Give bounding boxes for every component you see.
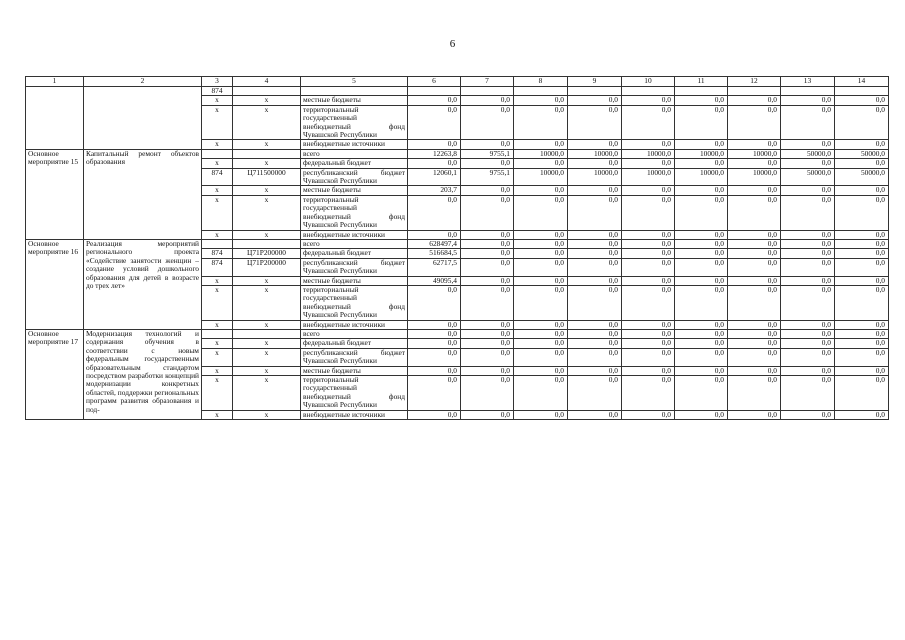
amount-cell — [781, 87, 835, 96]
funding-source-cell: местные бюджеты — [301, 276, 408, 285]
amount-cell: 0,0 — [781, 320, 835, 329]
amount-cell: 12263,8 — [408, 149, 461, 158]
amount-cell: 0,0 — [622, 348, 675, 366]
executor-code-cell: х — [202, 376, 233, 411]
amount-cell: 0,0 — [622, 376, 675, 411]
amount-cell: 50000,0 — [781, 149, 835, 158]
funding-table — [25, 76, 889, 420]
amount-cell: 0,0 — [461, 140, 514, 149]
executor-code-cell: х — [202, 195, 233, 230]
amount-cell: 0,0 — [781, 105, 835, 140]
amount-cell: 0,0 — [408, 140, 461, 149]
amount-cell: 0,0 — [408, 320, 461, 329]
funding-source-cell: внебюджетные источники — [301, 320, 408, 329]
amount-cell: 0,0 — [835, 195, 889, 230]
amount-cell: 0,0 — [728, 105, 781, 140]
amount-cell: 0,0 — [461, 376, 514, 411]
budget-code-cell — [233, 149, 301, 158]
funding-source-cell: федеральный бюджет — [301, 339, 408, 348]
amount-cell: 0,0 — [835, 140, 889, 149]
amount-cell: 0,0 — [728, 339, 781, 348]
amount-cell: 0,0 — [781, 276, 835, 285]
budget-code-cell — [233, 239, 301, 248]
budget-code-cell: Ц711500000 — [233, 168, 301, 186]
amount-cell: 0,0 — [461, 276, 514, 285]
amount-cell: 0,0 — [728, 376, 781, 411]
amount-cell: 0,0 — [781, 410, 835, 419]
amount-cell: 0,0 — [514, 239, 568, 248]
column-number-cell: 5 — [301, 77, 408, 87]
amount-cell: 0,0 — [514, 258, 568, 276]
amount-cell: 0,0 — [835, 366, 889, 375]
amount-cell: 0,0 — [781, 239, 835, 248]
budget-code-cell: х — [233, 285, 301, 320]
amount-cell: 0,0 — [461, 329, 514, 338]
amount-cell: 0,0 — [568, 339, 622, 348]
measure-description-cell: Модернизация технологий и содержания обучения в соответствии с новым федеральным государственным образовательным стандартом посредством разработки концепций модернизации конкретных областей, поддержки региональных программ развития образования и под- — [84, 329, 202, 419]
amount-cell: 0,0 — [568, 320, 622, 329]
budget-code-cell: х — [233, 366, 301, 375]
executor-code-cell: 874 — [202, 258, 233, 276]
amount-cell: 10000,0 — [622, 168, 675, 186]
amount-cell: 50000,0 — [835, 168, 889, 186]
budget-code-cell: х — [233, 276, 301, 285]
funding-source-cell: республиканский бюджет Чувашской Республики — [301, 168, 408, 186]
amount-cell: 0,0 — [622, 339, 675, 348]
executor-code-cell: х — [202, 186, 233, 195]
amount-cell: 0,0 — [622, 249, 675, 258]
amount-cell: 0,0 — [728, 258, 781, 276]
amount-cell: 0,0 — [461, 366, 514, 375]
amount-cell: 0,0 — [514, 320, 568, 329]
measure-name-cell — [26, 87, 84, 150]
table-row — [26, 87, 889, 96]
funding-source-cell: внебюджетные источники — [301, 140, 408, 149]
budget-code-cell: х — [233, 195, 301, 230]
amount-cell: 0,0 — [514, 329, 568, 338]
amount-cell: 0,0 — [675, 239, 728, 248]
amount-cell: 0,0 — [622, 140, 675, 149]
amount-cell: 0,0 — [514, 105, 568, 140]
amount-cell: 0,0 — [675, 329, 728, 338]
funding-source-cell: внебюджетные источники — [301, 410, 408, 419]
amount-cell: 0,0 — [728, 96, 781, 105]
amount-cell: 10000,0 — [622, 149, 675, 158]
amount-cell: 0,0 — [514, 276, 568, 285]
amount-cell: 0,0 — [461, 258, 514, 276]
amount-cell: 0,0 — [408, 195, 461, 230]
amount-cell — [835, 87, 889, 96]
table-row — [26, 239, 889, 248]
amount-cell: 0,0 — [568, 230, 622, 239]
amount-cell: 0,0 — [781, 96, 835, 105]
amount-cell: 0,0 — [675, 285, 728, 320]
funding-source-cell: территориальный государственный внебюджетный фонд Чувашской Республики — [301, 105, 408, 140]
funding-source-cell: местные бюджеты — [301, 366, 408, 375]
amount-cell: 0,0 — [675, 105, 728, 140]
amount-cell: 50000,0 — [781, 168, 835, 186]
amount-cell: 10000,0 — [568, 149, 622, 158]
budget-code-cell: х — [233, 159, 301, 168]
amount-cell: 0,0 — [728, 320, 781, 329]
amount-cell: 0,0 — [835, 348, 889, 366]
amount-cell: 0,0 — [728, 249, 781, 258]
funding-source-cell: всего — [301, 149, 408, 158]
amount-cell: 516684,5 — [408, 249, 461, 258]
executor-code-cell: 874 — [202, 249, 233, 258]
amount-cell: 0,0 — [568, 410, 622, 419]
executor-code-cell — [202, 329, 233, 338]
amount-cell: 0,0 — [514, 230, 568, 239]
amount-cell: 9755,1 — [461, 168, 514, 186]
amount-cell: 0,0 — [622, 230, 675, 239]
amount-cell: 0,0 — [622, 366, 675, 375]
funding-source-cell: федеральный бюджет — [301, 159, 408, 168]
amount-cell: 0,0 — [835, 329, 889, 338]
column-number-cell: 6 — [408, 77, 461, 87]
table-row — [26, 329, 889, 338]
funding-source-cell — [301, 87, 408, 96]
amount-cell: 0,0 — [568, 186, 622, 195]
amount-cell: 0,0 — [675, 140, 728, 149]
amount-cell: 0,0 — [568, 140, 622, 149]
amount-cell: 0,0 — [568, 329, 622, 338]
amount-cell: 0,0 — [568, 239, 622, 248]
amount-cell: 0,0 — [781, 249, 835, 258]
amount-cell: 0,0 — [461, 195, 514, 230]
amount-cell: 0,0 — [675, 258, 728, 276]
page-number: 6 — [449, 38, 456, 50]
amount-cell: 0,0 — [675, 348, 728, 366]
measure-description-cell — [84, 87, 202, 150]
amount-cell: 0,0 — [835, 159, 889, 168]
budget-code-cell: Ц71P200000 — [233, 249, 301, 258]
amount-cell: 0,0 — [622, 320, 675, 329]
executor-code-cell: х — [202, 105, 233, 140]
amount-cell: 0,0 — [835, 96, 889, 105]
amount-cell: 10000,0 — [675, 149, 728, 158]
amount-cell: 0,0 — [675, 276, 728, 285]
amount-cell: 0,0 — [408, 159, 461, 168]
funding-source-cell: местные бюджеты — [301, 96, 408, 105]
amount-cell: 0,0 — [835, 230, 889, 239]
amount-cell: 0,0 — [835, 249, 889, 258]
amount-cell: 0,0 — [781, 258, 835, 276]
executor-code-cell: х — [202, 276, 233, 285]
amount-cell: 0,0 — [622, 105, 675, 140]
amount-cell: 0,0 — [781, 230, 835, 239]
amount-cell: 0,0 — [408, 96, 461, 105]
executor-code-cell: х — [202, 285, 233, 320]
amount-cell: 0,0 — [514, 339, 568, 348]
amount-cell — [728, 87, 781, 96]
amount-cell: 0,0 — [514, 249, 568, 258]
executor-code-cell: х — [202, 159, 233, 168]
column-number-cell: 9 — [568, 77, 622, 87]
amount-cell: 0,0 — [408, 285, 461, 320]
amount-cell: 0,0 — [622, 276, 675, 285]
budget-code-cell: х — [233, 140, 301, 149]
amount-cell: 0,0 — [514, 96, 568, 105]
amount-cell: 0,0 — [408, 339, 461, 348]
amount-cell: 0,0 — [728, 159, 781, 168]
budget-code-cell — [233, 87, 301, 96]
amount-cell: 0,0 — [514, 186, 568, 195]
measure-name-cell: Основное мероприятие 16 — [26, 239, 84, 329]
amount-cell: 10000,0 — [675, 168, 728, 186]
amount-cell: 0,0 — [728, 276, 781, 285]
funding-source-cell: местные бюджеты — [301, 186, 408, 195]
executor-code-cell — [202, 149, 233, 158]
amount-cell: 0,0 — [514, 348, 568, 366]
amount-cell: 0,0 — [461, 249, 514, 258]
amount-cell: 0,0 — [728, 285, 781, 320]
amount-cell: 0,0 — [728, 348, 781, 366]
amount-cell: 0,0 — [835, 376, 889, 411]
budget-code-cell: х — [233, 186, 301, 195]
amount-cell: 0,0 — [461, 285, 514, 320]
executor-code-cell: х — [202, 320, 233, 329]
amount-cell: 0,0 — [675, 320, 728, 329]
amount-cell: 0,0 — [675, 339, 728, 348]
amount-cell: 0,0 — [835, 239, 889, 248]
amount-cell — [408, 87, 461, 96]
amount-cell: 0,0 — [781, 159, 835, 168]
executor-code-cell — [202, 239, 233, 248]
budget-code-cell: х — [233, 96, 301, 105]
column-number-cell: 1 — [26, 77, 84, 87]
amount-cell: 0,0 — [514, 285, 568, 320]
column-number-cell: 13 — [781, 77, 835, 87]
amount-cell: 0,0 — [835, 186, 889, 195]
amount-cell: 0,0 — [408, 410, 461, 419]
measure-name-cell: Основное мероприятие 17 — [26, 329, 84, 419]
column-number-cell: 2 — [84, 77, 202, 87]
amount-cell: 9755,1 — [461, 149, 514, 158]
amount-cell: 0,0 — [728, 230, 781, 239]
amount-cell: 0,0 — [568, 348, 622, 366]
amount-cell: 0,0 — [728, 140, 781, 149]
amount-cell — [514, 87, 568, 96]
amount-cell: 0,0 — [728, 366, 781, 375]
amount-cell: 49095,4 — [408, 276, 461, 285]
amount-cell: 0,0 — [461, 230, 514, 239]
budget-code-cell: х — [233, 230, 301, 239]
amount-cell: 0,0 — [461, 348, 514, 366]
amount-cell: 0,0 — [568, 159, 622, 168]
column-number-cell: 4 — [233, 77, 301, 87]
amount-cell — [622, 87, 675, 96]
amount-cell — [461, 87, 514, 96]
amount-cell: 10000,0 — [568, 168, 622, 186]
amount-cell: 0,0 — [728, 195, 781, 230]
amount-cell: 0,0 — [675, 159, 728, 168]
amount-cell: 0,0 — [622, 96, 675, 105]
amount-cell: 10000,0 — [514, 168, 568, 186]
amount-cell: 0,0 — [568, 258, 622, 276]
amount-cell: 0,0 — [835, 258, 889, 276]
amount-cell: 0,0 — [461, 339, 514, 348]
amount-cell: 0,0 — [622, 159, 675, 168]
amount-cell: 0,0 — [568, 96, 622, 105]
column-number-row — [26, 77, 889, 87]
amount-cell — [568, 87, 622, 96]
amount-cell: 0,0 — [728, 410, 781, 419]
amount-cell: 203,7 — [408, 186, 461, 195]
column-number-cell: 7 — [461, 77, 514, 87]
amount-cell: 0,0 — [622, 239, 675, 248]
measure-description-cell: Капитальный ремонт объектов образования — [84, 149, 202, 239]
budget-code-cell — [233, 329, 301, 338]
column-number-cell: 10 — [622, 77, 675, 87]
amount-cell: 0,0 — [461, 105, 514, 140]
amount-cell: 0,0 — [514, 140, 568, 149]
amount-cell: 0,0 — [568, 366, 622, 375]
amount-cell: 0,0 — [835, 105, 889, 140]
amount-cell: 0,0 — [622, 285, 675, 320]
amount-cell: 0,0 — [568, 105, 622, 140]
executor-code-cell: х — [202, 339, 233, 348]
budget-code-cell: х — [233, 376, 301, 411]
amount-cell: 0,0 — [408, 105, 461, 140]
amount-cell: 12060,1 — [408, 168, 461, 186]
amount-cell: 50000,0 — [835, 149, 889, 158]
amount-cell: 0,0 — [408, 348, 461, 366]
budget-code-cell: х — [233, 348, 301, 366]
executor-code-cell: х — [202, 230, 233, 239]
amount-cell: 0,0 — [675, 410, 728, 419]
amount-cell: 10000,0 — [728, 168, 781, 186]
amount-cell: 0,0 — [408, 366, 461, 375]
amount-cell: 0,0 — [622, 258, 675, 276]
column-number-cell: 14 — [835, 77, 889, 87]
executor-code-cell: 874 — [202, 168, 233, 186]
measure-name-cell: Основное мероприятие 15 — [26, 149, 84, 239]
funding-source-cell: территориальный государственный внебюджетный фонд Чувашской Республики — [301, 376, 408, 411]
executor-code-cell: 874 — [202, 87, 233, 96]
amount-cell: 0,0 — [408, 376, 461, 411]
funding-source-cell: внебюджетные источники — [301, 230, 408, 239]
amount-cell: 0,0 — [461, 186, 514, 195]
amount-cell: 0,0 — [461, 320, 514, 329]
amount-cell: 0,0 — [622, 329, 675, 338]
executor-code-cell: х — [202, 140, 233, 149]
amount-cell: 0,0 — [514, 195, 568, 230]
amount-cell: 0,0 — [781, 195, 835, 230]
budget-code-cell: Ц71P200000 — [233, 258, 301, 276]
amount-cell: 0,0 — [675, 186, 728, 195]
amount-cell: 0,0 — [568, 285, 622, 320]
amount-cell: 0,0 — [675, 249, 728, 258]
amount-cell: 0,0 — [514, 366, 568, 375]
amount-cell: 10000,0 — [728, 149, 781, 158]
amount-cell: 0,0 — [835, 320, 889, 329]
table-body — [26, 77, 889, 420]
amount-cell: 0,0 — [728, 239, 781, 248]
amount-cell: 0,0 — [781, 140, 835, 149]
amount-cell: 0,0 — [835, 276, 889, 285]
amount-cell: 10000,0 — [514, 149, 568, 158]
column-number-cell: 12 — [728, 77, 781, 87]
amount-cell: 0,0 — [568, 249, 622, 258]
funding-source-cell: республиканский бюджет Чувашской Республики — [301, 258, 408, 276]
amount-cell: 62717,5 — [408, 258, 461, 276]
budget-code-cell: х — [233, 105, 301, 140]
amount-cell: 0,0 — [675, 230, 728, 239]
amount-cell: 0,0 — [622, 410, 675, 419]
amount-cell: 0,0 — [781, 366, 835, 375]
amount-cell: 0,0 — [461, 159, 514, 168]
budget-code-cell: х — [233, 410, 301, 419]
amount-cell: 0,0 — [675, 195, 728, 230]
amount-cell: 0,0 — [568, 195, 622, 230]
executor-code-cell: х — [202, 410, 233, 419]
amount-cell — [675, 87, 728, 96]
amount-cell: 0,0 — [728, 186, 781, 195]
table-row — [26, 149, 889, 158]
measure-description-cell: Реализация мероприятий регионального проекта «Содействие занятости женщин – создание условий дошкольного образования для детей в возрасте до трех лет» — [84, 239, 202, 329]
amount-cell: 0,0 — [622, 186, 675, 195]
amount-cell: 0,0 — [514, 410, 568, 419]
amount-cell: 0,0 — [408, 329, 461, 338]
budget-code-cell: х — [233, 339, 301, 348]
amount-cell: 0,0 — [514, 376, 568, 411]
funding-source-cell: территориальный государственный внебюджетный фонд Чувашской Республики — [301, 285, 408, 320]
amount-cell: 0,0 — [675, 376, 728, 411]
amount-cell: 0,0 — [675, 96, 728, 105]
amount-cell: 0,0 — [728, 329, 781, 338]
executor-code-cell: х — [202, 96, 233, 105]
funding-source-cell: всего — [301, 329, 408, 338]
funding-source-cell: всего — [301, 239, 408, 248]
funding-source-cell: территориальный государственный внебюджетный фонд Чувашской Республики — [301, 195, 408, 230]
amount-cell: 0,0 — [408, 230, 461, 239]
amount-cell: 0,0 — [835, 285, 889, 320]
amount-cell: 0,0 — [461, 239, 514, 248]
budget-code-cell: х — [233, 320, 301, 329]
amount-cell: 0,0 — [781, 285, 835, 320]
funding-source-cell: федеральный бюджет — [301, 249, 408, 258]
amount-cell: 0,0 — [675, 366, 728, 375]
amount-cell: 0,0 — [781, 329, 835, 338]
amount-cell: 0,0 — [781, 339, 835, 348]
amount-cell: 0,0 — [622, 195, 675, 230]
executor-code-cell: х — [202, 348, 233, 366]
amount-cell: 0,0 — [461, 96, 514, 105]
amount-cell: 628497,4 — [408, 239, 461, 248]
column-number-cell: 11 — [675, 77, 728, 87]
amount-cell: 0,0 — [781, 186, 835, 195]
amount-cell: 0,0 — [514, 159, 568, 168]
funding-source-cell: республиканский бюджет Чувашской Республики — [301, 348, 408, 366]
amount-cell: 0,0 — [835, 410, 889, 419]
amount-cell: 0,0 — [568, 276, 622, 285]
amount-cell: 0,0 — [781, 376, 835, 411]
amount-cell: 0,0 — [835, 339, 889, 348]
amount-cell: 0,0 — [461, 410, 514, 419]
amount-cell: 0,0 — [568, 376, 622, 411]
column-number-cell: 8 — [514, 77, 568, 87]
executor-code-cell: х — [202, 366, 233, 375]
amount-cell: 0,0 — [781, 348, 835, 366]
column-number-cell: 3 — [202, 77, 233, 87]
